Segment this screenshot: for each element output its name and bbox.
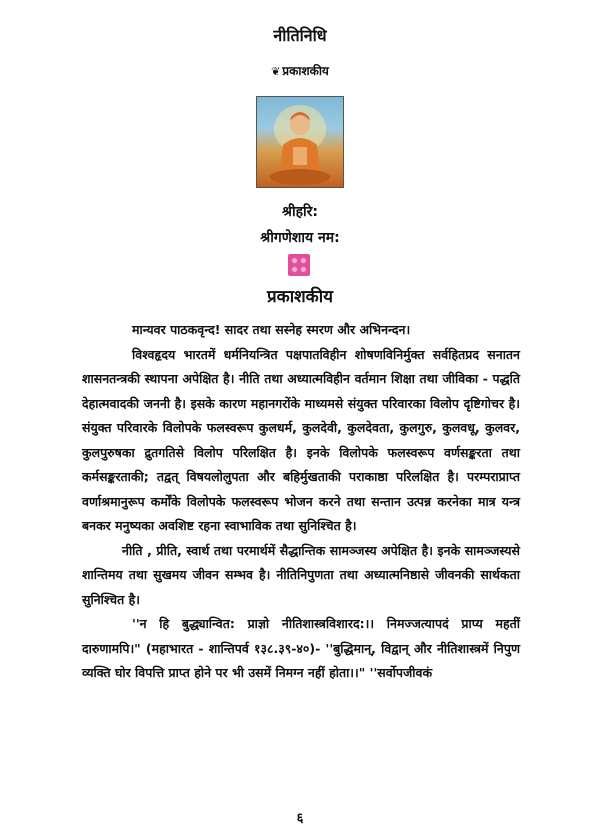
page-number: ६ (296, 811, 304, 826)
paragraph: विश्वहृदय भारतमें धर्मनियन्त्रित पक्षपातविहीन शोषणविनिर्मुक्त सर्वहितप्रद सनातन शासनतन्त्रकी स्थापना अपेक्षित है। नीति तथा अध्यात्मविहीन वर्तमान शिक्षा तथा जीविका - पद्धति देहात्मवादकी जननी है। इसके कारण महानगरोंके माध्यमसे संयुक्त परिवारका विलोप दृष्टिगोचर है। संयुक्त परिवारके विलोपके फलस्वरूप कुलधर्म, कुलदेवी, कुलदेवता, कुलगुरु, कुलवधू, कुलवर, कुलपुरुषका द्रुतगतिसे विलोप परिलक्षित है। इनके विलोपके फलस्वरूप वर्णसङ्करता तथा कर्मसङ्करताकी; तद्वत् विषयलोलुपता और बहिर्मुखताकी पराकाष्ठा परिलक्षित है। परम्पराप्राप्त वर्णाश्रमानुरूप कर्मोंके विलोपके फलस्वरूप भोजन करने तथा सन्तान उत्पन्न करनेका मात्र यन्त्र बनकर मनुष्यका अवशिष्ट रहना स्वाभाविक तथा सुनिश्चित है। (82, 346, 520, 533)
invocation-shrihari: श्रीहरि: (282, 204, 318, 220)
ornament-icon (288, 254, 310, 276)
paragraph: नीति , प्रीति, स्वार्थ तथा परमार्थमें सैद्धान्तिक सामञ्जस्य अपेक्षित है। इनके सामञ्जस्यसे शान्तिमय तथा सुखमय जीवन सम्भव है। नीतिनिपुणता तथा अध्यात्मनिष्ठासे जीवनकी सार्थकता सुनिश्चित है। (82, 542, 520, 607)
paragraph: मान्यवर पाठकवृन्द! सादर तथा सस्नेह स्मरण और अभिनन्दन। (132, 322, 411, 337)
section-tag-label: प्रकाशकीय (282, 64, 329, 78)
book-title: नीतिनिधि (273, 26, 327, 45)
section-tag (0, 62, 600, 79)
body-text (82, 318, 520, 686)
lotus-icon: ❦ (271, 65, 281, 78)
invocation-ganesh: श्रीगणेशाय नम: (260, 230, 340, 246)
saint-portrait-image (256, 96, 344, 188)
section-heading: प्रकाशकीय (266, 287, 333, 307)
paragraph: ''न हि बुद्ध्यान्वित: प्राज्ञो नीतिशास्त्रविशारद:।। निमज्जत्यापदं प्राप्य महतीं दारुणामपि।" (महाभारत - शान्तिपर्व १३८.३९-४०)- ''बुद्धिमान्, विद्वान् और नीतिशास्त्रमें निपुण व्यक्ति घोर विपत्ति प्राप्त होने पर भी उसमें निमग्न नहीं होता।।" ''सर्वोपजीवकं (82, 616, 520, 680)
